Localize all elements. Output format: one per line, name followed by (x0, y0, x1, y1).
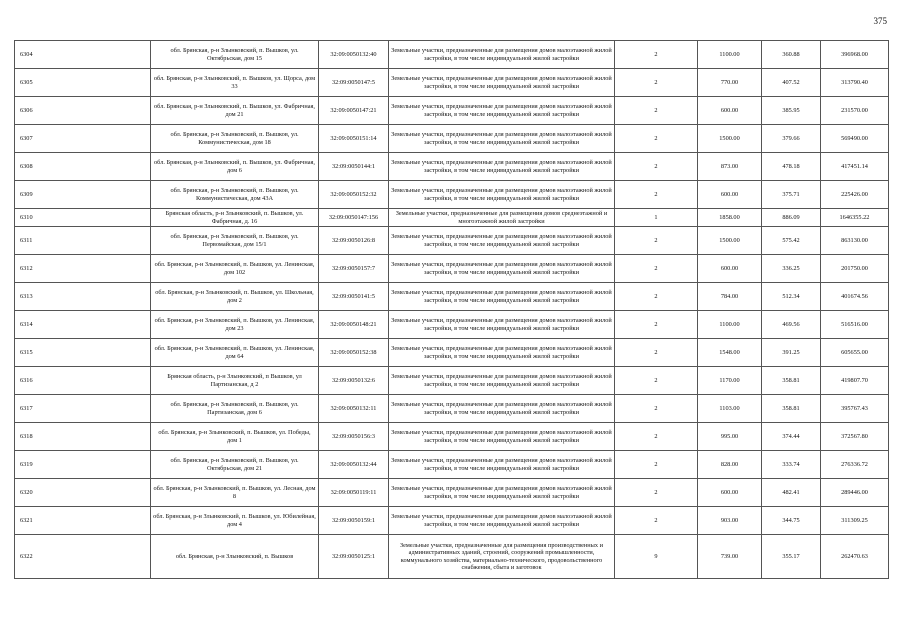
cadastral-number-cell: 32:09:0050147:21 (319, 97, 389, 125)
cadastral-value-cell: 262470.63 (821, 535, 889, 579)
row-number-cell: 6316 (15, 367, 151, 395)
address-cell: обл. Брянская, р-н Злынковский, п. Вышков, ул. Фабричная, дом 21 (151, 97, 319, 125)
group-cell: 2 (615, 227, 698, 255)
row-number-cell: 6318 (15, 423, 151, 451)
address-cell: обл. Брянская, р-н Злынковский, п. Вышков (151, 535, 319, 579)
group-cell: 2 (615, 367, 698, 395)
land-use-cell: Земельные участки, предназначенные для размещения домов малоэтажной жилой застройки, в том числе индивидуальной жилой застройки (389, 339, 615, 367)
group-cell: 2 (615, 255, 698, 283)
group-cell: 2 (615, 423, 698, 451)
row-number-cell: 6312 (15, 255, 151, 283)
cadastral-number-cell: 32:09:0050119:11 (319, 479, 389, 507)
area-cell: 1858.00 (698, 209, 762, 227)
address-cell: обл. Брянская, р-н Злынковский, п. Вышков, ул. Школьная, дом 2 (151, 283, 319, 311)
land-use-cell: Земельные участки, предназначенные для размещения домов малоэтажной жилой застройки, в том числе индивидуальной жилой застройки (389, 311, 615, 339)
cadastral-number-cell: 32:09:0050152:38 (319, 339, 389, 367)
cadastral-value-cell: 313790.40 (821, 69, 889, 97)
cadastral-value-cell: 231570.00 (821, 97, 889, 125)
specific-value-cell: 344.75 (762, 507, 821, 535)
cadastral-value-cell: 605655.00 (821, 339, 889, 367)
group-cell: 2 (615, 507, 698, 535)
table-body (15, 41, 889, 579)
specific-value-cell: 478.18 (762, 153, 821, 181)
row-number-cell: 6305 (15, 69, 151, 97)
group-cell: 2 (615, 41, 698, 69)
address-cell: обл. Брянская, р-н Злынковский, п. Вышков, ул. Коммунистическая, дом 18 (151, 125, 319, 153)
group-cell: 2 (615, 395, 698, 423)
table-row (15, 507, 889, 535)
cadastral-number-cell: 32:09:0050126:8 (319, 227, 389, 255)
cadastral-value-cell: 311309.25 (821, 507, 889, 535)
cadastral-value-cell: 225426.00 (821, 181, 889, 209)
cadastral-number-cell: 32:09:0050132:6 (319, 367, 389, 395)
specific-value-cell: 512.34 (762, 283, 821, 311)
specific-value-cell: 374.44 (762, 423, 821, 451)
land-use-cell: Земельные участки, предназначенные для размещения производственных и административных зданий, строений, сооружений промышленности, коммунального хозяйства, материально-технического, продовольственного снабжения, сбыта и заготовок (389, 535, 615, 579)
land-use-cell: Земельные участки, предназначенные для размещения домов малоэтажной жилой застройки, в том числе индивидуальной жилой застройки (389, 181, 615, 209)
area-cell: 903.00 (698, 507, 762, 535)
table-row (15, 283, 889, 311)
address-cell: обл. Брянская, р-н Злынковский, п. Вышков, ул. Партизанская, дом 6 (151, 395, 319, 423)
cadastral-number-cell: 32:09:0050132:44 (319, 451, 389, 479)
table-row (15, 69, 889, 97)
address-cell: обл. Брянская, р-н Злынковский, п. Вышков, ул. Фабричная, дом 6 (151, 153, 319, 181)
area-cell: 1548.00 (698, 339, 762, 367)
cadastral-value-cell: 289446.00 (821, 479, 889, 507)
address-cell: обл. Брянская, р-н Злынковский, п. Вышков, ул. Октябрьская, дом 15 (151, 41, 319, 69)
cadastral-value-cell: 419807.70 (821, 367, 889, 395)
group-cell: 2 (615, 125, 698, 153)
table-row (15, 209, 889, 227)
cadastral-number-cell: 32:09:0050125:1 (319, 535, 389, 579)
specific-value-cell: 336.25 (762, 255, 821, 283)
table-row (15, 367, 889, 395)
specific-value-cell: 358.81 (762, 367, 821, 395)
cadastral-number-cell: 32:09:0050141:5 (319, 283, 389, 311)
cadastral-number-cell: 32:09:0050132:11 (319, 395, 389, 423)
row-number-cell: 6307 (15, 125, 151, 153)
cadastral-number-cell: 32:09:0050144:1 (319, 153, 389, 181)
cadastral-number-cell: 32:09:0050152:32 (319, 181, 389, 209)
table-row (15, 535, 889, 579)
land-use-cell: Земельные участки, предназначенные для размещения домов малоэтажной жилой застройки, в том числе индивидуальной жилой застройки (389, 97, 615, 125)
land-use-cell: Земельные участки, предназначенные для размещения домов малоэтажной жилой застройки, в том числе индивидуальной жилой застройки (389, 507, 615, 535)
area-cell: 1100.00 (698, 311, 762, 339)
address-cell: Брянская область, р-н Злынковский, п Вышков, ул Партизанская, д 2 (151, 367, 319, 395)
specific-value-cell: 391.25 (762, 339, 821, 367)
cadastral-value-cell: 396968.00 (821, 41, 889, 69)
cadastral-value-cell: 516516.00 (821, 311, 889, 339)
area-cell: 739.00 (698, 535, 762, 579)
cadastral-value-cell: 1646355.22 (821, 209, 889, 227)
table-row (15, 395, 889, 423)
area-cell: 1500.00 (698, 227, 762, 255)
area-cell: 1103.00 (698, 395, 762, 423)
land-use-cell: Земельные участки, предназначенные для размещения домов малоэтажной жилой застройки, в том числе индивидуальной жилой застройки (389, 227, 615, 255)
area-cell: 873.00 (698, 153, 762, 181)
row-number-cell: 6308 (15, 153, 151, 181)
group-cell: 1 (615, 209, 698, 227)
cadastral-number-cell: 32:09:0050147:156 (319, 209, 389, 227)
address-cell: Брянская область, р-н Злынковский, п. Вышков, ул. Фабричная, д. 16 (151, 209, 319, 227)
cadastral-number-cell: 32:09:0050148:21 (319, 311, 389, 339)
address-cell: обл. Брянская, р-н Злынковский, п. Вышков, ул. Первомайская, дом 15/1 (151, 227, 319, 255)
cadastral-value-cell: 276336.72 (821, 451, 889, 479)
address-cell: обл. Брянская, р-н Злынковский, п. Вышков, ул. Юбилейная, дом 4 (151, 507, 319, 535)
group-cell: 9 (615, 535, 698, 579)
row-number-cell: 6306 (15, 97, 151, 125)
table-row (15, 125, 889, 153)
row-number-cell: 6304 (15, 41, 151, 69)
table-row (15, 451, 889, 479)
cadastral-value-cell: 372567.80 (821, 423, 889, 451)
specific-value-cell: 575.42 (762, 227, 821, 255)
row-number-cell: 6313 (15, 283, 151, 311)
group-cell: 2 (615, 451, 698, 479)
table-row (15, 227, 889, 255)
area-cell: 600.00 (698, 479, 762, 507)
address-cell: обл. Брянская, р-н Злынковский, п. Вышков, ул. Победы, дом 1 (151, 423, 319, 451)
specific-value-cell: 482.41 (762, 479, 821, 507)
area-cell: 1170.00 (698, 367, 762, 395)
specific-value-cell: 469.56 (762, 311, 821, 339)
group-cell: 2 (615, 69, 698, 97)
land-use-cell: Земельные участки, предназначенные для размещения домов малоэтажной жилой застройки, в том числе индивидуальной жилой застройки (389, 255, 615, 283)
land-use-cell: Земельные участки, предназначенные для размещения домов малоэтажной жилой застройки, в том числе индивидуальной жилой застройки (389, 423, 615, 451)
area-cell: 784.00 (698, 283, 762, 311)
area-cell: 995.00 (698, 423, 762, 451)
group-cell: 2 (615, 153, 698, 181)
table-row (15, 181, 889, 209)
area-cell: 600.00 (698, 97, 762, 125)
row-number-cell: 6311 (15, 227, 151, 255)
group-cell: 2 (615, 311, 698, 339)
address-cell: обл. Брянская, р-н Злынковский, п. Вышков, ул. Ленинская, дом 64 (151, 339, 319, 367)
cadastral-number-cell: 32:09:0050159:1 (319, 507, 389, 535)
page-number: 375 (873, 16, 887, 26)
row-number-cell: 6309 (15, 181, 151, 209)
specific-value-cell: 333.74 (762, 451, 821, 479)
cadastral-value-table (14, 40, 889, 579)
table-row (15, 153, 889, 181)
cadastral-value-cell: 863130.00 (821, 227, 889, 255)
area-cell: 600.00 (698, 181, 762, 209)
address-cell: обл. Брянская, р-н Злынковский, п. Вышков, ул. Коммунистическая, дом 43А (151, 181, 319, 209)
row-number-cell: 6317 (15, 395, 151, 423)
address-cell: обл. Брянская, р-н Злынковский, п. Вышков, ул. Щорса, дом 33 (151, 69, 319, 97)
table-row (15, 41, 889, 69)
land-use-cell: Земельные участки, предназначенные для размещения домов малоэтажной жилой застройки, в том числе индивидуальной жилой застройки (389, 69, 615, 97)
table-row (15, 339, 889, 367)
row-number-cell: 6322 (15, 535, 151, 579)
group-cell: 2 (615, 181, 698, 209)
row-number-cell: 6320 (15, 479, 151, 507)
address-cell: обл. Брянская, р-н Злынковский, п. Вышков, ул. Ленинская, дом 23 (151, 311, 319, 339)
cadastral-number-cell: 32:09:0050147:5 (319, 69, 389, 97)
land-use-cell: Земельные участки, предназначенные для размещения домов малоэтажной жилой застройки, в том числе индивидуальной жилой застройки (389, 153, 615, 181)
cadastral-number-cell: 32:09:0050157:7 (319, 255, 389, 283)
cadastral-value-cell: 395767.43 (821, 395, 889, 423)
row-number-cell: 6321 (15, 507, 151, 535)
table-row (15, 311, 889, 339)
cadastral-number-cell: 32:09:0050151:14 (319, 125, 389, 153)
land-use-cell: Земельные участки, предназначенные для размещения домов малоэтажной жилой застройки, в том числе индивидуальной жилой застройки (389, 367, 615, 395)
group-cell: 2 (615, 97, 698, 125)
specific-value-cell: 385.95 (762, 97, 821, 125)
table-row (15, 255, 889, 283)
cadastral-number-cell: 32:09:0050156:3 (319, 423, 389, 451)
area-cell: 600.00 (698, 255, 762, 283)
land-use-cell: Земельные участки, предназначенные для размещения домов малоэтажной жилой застройки, в том числе индивидуальной жилой застройки (389, 479, 615, 507)
row-number-cell: 6315 (15, 339, 151, 367)
row-number-cell: 6314 (15, 311, 151, 339)
table-row (15, 479, 889, 507)
address-cell: обл. Брянская, р-н Злынковский, п. Вышков, ул. Ленинская, дом 102 (151, 255, 319, 283)
group-cell: 2 (615, 339, 698, 367)
area-cell: 1500.00 (698, 125, 762, 153)
table-row (15, 423, 889, 451)
cadastral-number-cell: 32:09:0050132:40 (319, 41, 389, 69)
area-cell: 770.00 (698, 69, 762, 97)
specific-value-cell: 355.17 (762, 535, 821, 579)
cadastral-value-cell: 569490.00 (821, 125, 889, 153)
specific-value-cell: 379.66 (762, 125, 821, 153)
land-use-cell: Земельные участки, предназначенные для размещения домов среднеэтажной и многоэтажной жилой застройки (389, 209, 615, 227)
table-row (15, 97, 889, 125)
land-use-cell: Земельные участки, предназначенные для размещения домов малоэтажной жилой застройки, в том числе индивидуальной жилой застройки (389, 395, 615, 423)
specific-value-cell: 407.52 (762, 69, 821, 97)
area-cell: 1100.00 (698, 41, 762, 69)
land-use-cell: Земельные участки, предназначенные для размещения домов малоэтажной жилой застройки, в том числе индивидуальной жилой застройки (389, 283, 615, 311)
group-cell: 2 (615, 479, 698, 507)
specific-value-cell: 375.71 (762, 181, 821, 209)
address-cell: обл. Брянская, р-н Злынковский, п. Вышков, ул. Лесная, дом 8 (151, 479, 319, 507)
land-use-cell: Земельные участки, предназначенные для размещения домов малоэтажной жилой застройки, в том числе индивидуальной жилой застройки (389, 125, 615, 153)
specific-value-cell: 358.81 (762, 395, 821, 423)
row-number-cell: 6310 (15, 209, 151, 227)
specific-value-cell: 886.09 (762, 209, 821, 227)
address-cell: обл. Брянская, р-н Злынковский, п. Вышков, ул. Октябрьская, дом 21 (151, 451, 319, 479)
cadastral-value-cell: 401674.56 (821, 283, 889, 311)
specific-value-cell: 360.88 (762, 41, 821, 69)
row-number-cell: 6319 (15, 451, 151, 479)
group-cell: 2 (615, 283, 698, 311)
land-use-cell: Земельные участки, предназначенные для размещения домов малоэтажной жилой застройки, в том числе индивидуальной жилой застройки (389, 451, 615, 479)
area-cell: 828.00 (698, 451, 762, 479)
cadastral-value-cell: 417451.14 (821, 153, 889, 181)
cadastral-value-cell: 201750.00 (821, 255, 889, 283)
land-use-cell: Земельные участки, предназначенные для размещения домов малоэтажной жилой застройки, в том числе индивидуальной жилой застройки (389, 41, 615, 69)
